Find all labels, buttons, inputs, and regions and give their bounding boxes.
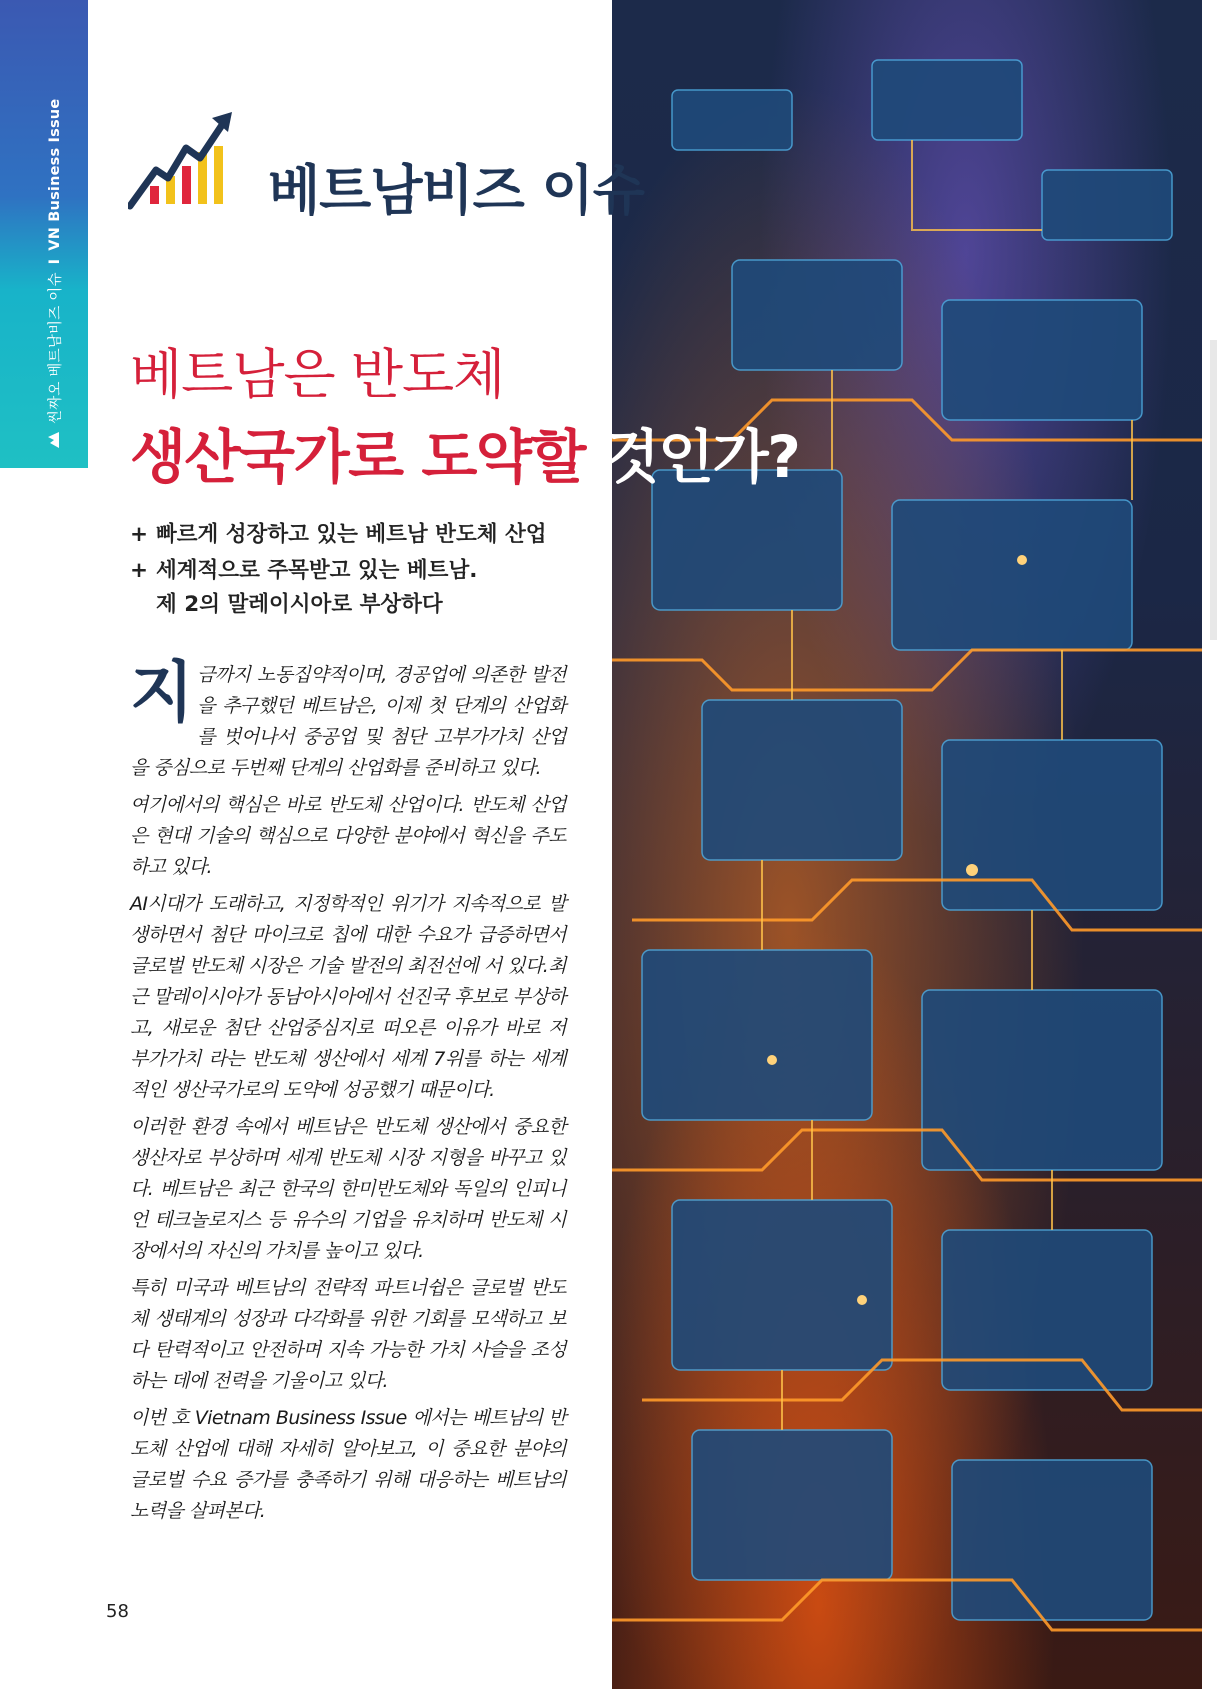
page-number: 58 [106,1601,129,1622]
article-paragraph: 특히 미국과 베트남의 전략적 파트너쉽은 글로벌 반도체 생태계의 성장과 다각화를 위한 기회를 모색하고 보다 탄력적이고 안전하며 지속 가능한 가치 사슬을 조성하는 데에 전력을 기울이고 있다. [130,1277,566,1392]
plus-icon: + [130,522,149,547]
section-title: 베트남비즈 이슈 [268,159,644,222]
mountain-logo-icon [47,432,63,448]
article-paragraph: 이러한 환경 속에서 베트남은 반도체 생산에서 중요한 생산자로 부상하며 세계 반도체 시장 지형을 바꾸고 있다. 베트남은 최근 한국의 한미반도체와 독일의 인피니언 테크놀로지스 등 유수의 기업을 유치하며 반도체 시장에서의 자신의 가치를 높이고 있다. [130,1116,566,1262]
key-point-item [130,554,590,622]
article-paragraph: 이번 호 Vietnam Business Issue 에서는 베트남의 반도체 산업에 대해 자세히 알아보고, 이 중요한 분야의 글로벌 수요 증가를 충족하기 위해 대응하는 베트남의 노력을 살펴본다. [130,1407,566,1522]
headline-line-2 [130,410,799,494]
key-point-item [130,518,590,552]
headline-white-part: 것인가? [584,423,800,491]
article-body [130,654,566,1533]
key-point-text: 세계적으로 주목받고 있는 베트남. 제 2의 말레이시아로 부상하다 [156,558,478,617]
key-point-text: 빠르게 성장하고 있는 베트남 반도체 산업 [156,522,547,547]
headline-red-part: 생산국가로 도약할 [130,423,585,491]
circuit-board-image [612,0,1202,1689]
article-paragraph: AI시대가 도래하고, 지정학적인 위기가 지속적으로 발생하면서 첨단 마이크로 칩에 대한 수요가 급증하면서 글로벌 반도체 시장은 기술 발전의 최전선에 서 있다.최근 말레이시아가 동남아시아에서 선진국 후보로 부상하고, 새로운 첨단 산업중심지로 떠오른 이유가 바로 저 부가가치 라는 반도체 생산에서 세계 7위를 하는 세계적인 생산국가로의 도약에 성공했기 때문이다. [130,893,566,1101]
key-points-list [130,518,590,624]
side-label-english: VN Business Issue [46,98,63,251]
page-edge-tab [1210,340,1217,640]
plus-icon: + [130,558,149,583]
rising-bar-chart-icon [128,108,246,226]
right-page-margin [1202,0,1217,1689]
headline-line-1: 베트남은 반도체 [130,343,505,406]
side-section-label [44,99,65,448]
drop-cap: 지 [130,654,194,731]
article-paragraph [130,654,566,784]
side-label-separator: I [46,258,63,265]
paragraph-1-text: 금까지 노동집약적이며, 경공업에 의존한 발전을 추구했던 베트남은, 이제 첫 단계의 산업화를 벗어나서 중공업 및 첨단 고부가가치 산업을 중심으로 두번째 단계의 산업화를 준비하고 있다. [130,664,566,779]
article-paragraph: 여기에서의 핵심은 바로 반도체 산업이다. 반도체 산업은 현대 기술의 핵심으로 다양한 분야에서 혁신을 주도하고 있다. [130,794,566,878]
side-label-korean: 씬짜오 베트남비즈 이슈 [48,272,64,424]
